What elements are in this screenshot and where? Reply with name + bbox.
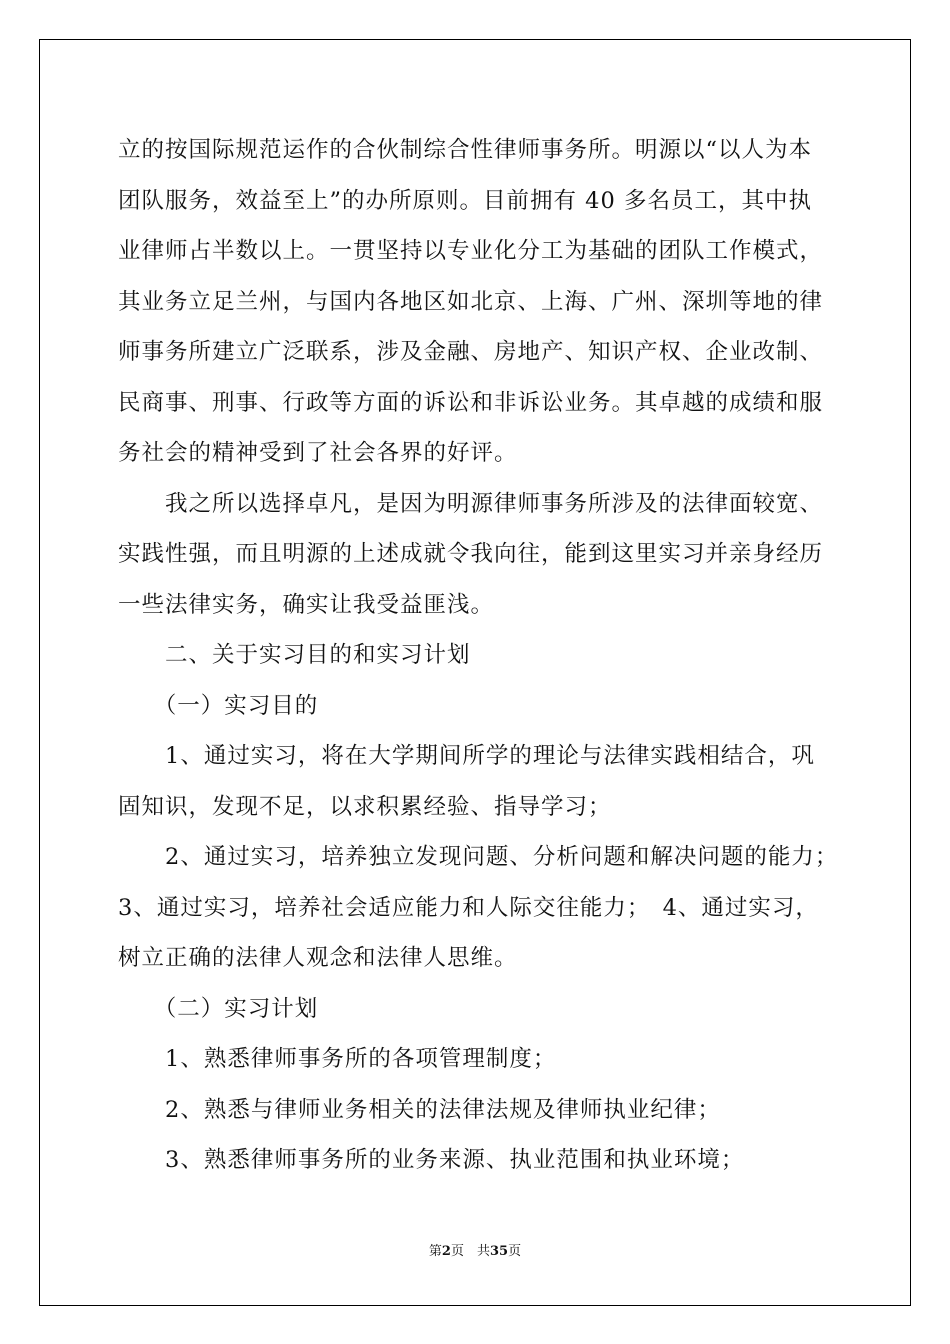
text-line: 2、通过实习，培养独立发现问题、分析问题和解决问题的能力； <box>118 844 839 870</box>
text-line: 1、通过实习，将在大学期间所学的理论与法律实践相结合，巩 <box>118 743 815 769</box>
footer-suffix: 页 <box>508 1244 522 1259</box>
subsection-heading: （二）实习计划 <box>118 995 319 1022</box>
text-line: 一些法律实务，确实让我受益匪浅。 <box>118 591 495 618</box>
text-line: 立的按国际规范运作的合伙制综合性律师事务所。明源以“以人为本 <box>118 137 813 163</box>
subsection-heading: （一）实习目的 <box>118 692 319 719</box>
text-line: 2、熟悉与律师业务相关的法律法规及律师执业纪律； <box>118 1096 721 1123</box>
text-line: 树立正确的法律人观念和法律人思维。 <box>118 945 518 971</box>
text-line: 其业务立足兰州，与国内各地区如北京、上海、广州、深圳等地的律 <box>118 288 824 315</box>
footer-page-number: 2 <box>441 1244 451 1259</box>
text-line: 实践性强，而且明源的上述成就令我向往，能到这里实习并亲身经历 <box>118 541 824 567</box>
footer-mid: 页 共 <box>450 1244 490 1259</box>
text-line: 师事务所建立广泛联系，涉及金融、房地产、知识产权、企业改制、 <box>118 339 824 365</box>
text-line: 业律师占半数以上。一贯坚持以专业化分工为基础的团队工作模式， <box>118 238 824 264</box>
text-line: 固知识，发现不足，以求积累经验、指导学习； <box>118 793 612 820</box>
footer-total-pages: 35 <box>489 1244 509 1259</box>
footer-prefix: 第 <box>428 1244 442 1259</box>
text-line: 务社会的精神受到了社会各界的好评。 <box>118 440 518 466</box>
text-line: 1、熟悉律师事务所的各项管理制度； <box>118 1046 557 1072</box>
text-line: 3、通过实习，培养社会适应能力和人际交往能力； 4、通过实习， <box>118 894 819 921</box>
text-line: 民商事、刑事、行政等方面的诉讼和非诉讼业务。其卓越的成绩和服 <box>118 389 824 416</box>
text-line: 我之所以选择卓凡，是因为明源律师事务所涉及的法律面较宽、 <box>118 490 824 517</box>
page-footer <box>0 1240 950 1259</box>
text-line: 3、熟悉律师事务所的业务来源、执业范围和执业环境； <box>118 1147 745 1173</box>
text-line: 团队服务，效益至上”的办所原则。目前拥有 40 多名员工，其中执 <box>118 187 812 214</box>
section-heading: 二、关于实习目的和实习计划 <box>118 642 471 668</box>
document-body <box>118 125 838 1186</box>
